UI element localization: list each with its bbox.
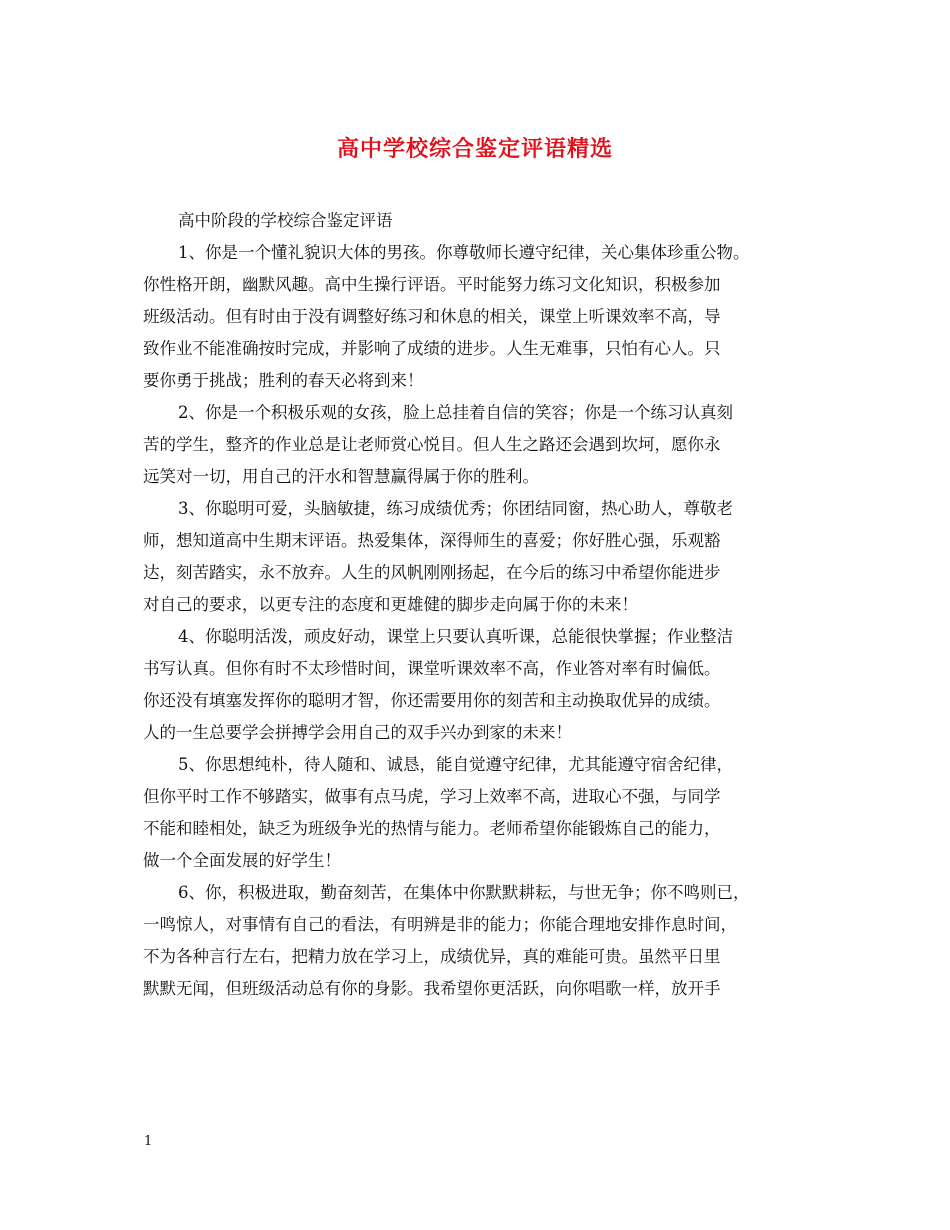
paragraph-line: 5、你思想纯朴，待人随和、诚恳，能自觉遵守纪律，尤其能遵守宿舍纪律， [178,755,733,774]
paragraph-line: 一鸣惊人，对事情有自己的看法，有明辨是非的能力；你能合理地安排作息时间， [143,915,737,934]
paragraph-line: 但你平时工作不够踏实，做事有点马虎，学习上效率不高，进取心不强，与同学 [143,787,721,806]
paragraph-line: 默默无闻，但班级活动总有你的身影。我希望你更活跃，向你唱歌一样，放开手 [143,979,721,998]
paragraph [143,493,818,621]
paragraph-line: 书写认真。但你有时不太珍惜时间，课堂听课效率不高，作业答对率有时偏低。 [143,659,721,678]
paragraph-line: 苦的学生，整齐的作业总是让老师赏心悦目。但人生之路还会遇到坎坷，愿你永 [143,435,721,454]
paragraph [143,877,818,1005]
paragraph-line: 达，刻苦踏实，永不放弃。人生的风帆刚刚扬起，在今后的练习中希望你能进步 [143,563,721,582]
document-body [143,205,818,1005]
paragraph-line: 3、你聪明可爱，头脑敏捷，练习成绩优秀；你团结同窗，热心助人，尊敬老 [178,499,733,518]
paragraph [143,397,818,493]
paragraph-line: 你性格开朗，幽默风趣。高中生操行评语。平时能努力练习文化知识，积极参加 [143,275,721,294]
paragraph-line: 远笑对一切，用自己的汗水和智慧赢得属于你的胜利。 [143,467,539,486]
paragraph-line: 对自己的要求，以更专注的态度和更雄健的脚步走向属于你的未来！ [143,595,638,614]
paragraph-line: 高中阶段的学校综合鉴定评语 [178,211,393,230]
paragraph-line: 4、你聪明活泼，顽皮好动，课堂上只要认真听课，总能很快掌握；作业整洁 [178,627,733,646]
paragraph-line: 不能和睦相处，缺乏为班级争光的热情与能力。老师希望你能锻炼自己的能力， [143,819,721,838]
paragraph [143,205,818,237]
paragraph-line: 2、你是一个积极乐观的女孩，脸上总挂着自信的笑容；你是一个练习认真刻 [178,403,733,422]
paragraph-line: 1、你是一个懂礼貌识大体的男孩。你尊敬师长遵守纪律，关心集体珍重公物。 [178,243,750,262]
page-number: 1 [144,1134,153,1149]
paragraph-line: 班级活动。但有时由于没有调整好练习和休息的相关，课堂上听课效率不高，导 [143,307,721,326]
paragraph-line: 师，想知道高中生期末评语。热爱集体，深得师生的喜爱；你好胜心强，乐观豁 [143,531,721,550]
paragraph-line: 你还没有填塞发挥你的聪明才智，你还需要用你的刻苦和主动换取优异的成绩。 [143,691,721,710]
document-title: 高中学校综合鉴定评语精选 [336,136,613,162]
paragraph [143,749,818,877]
paragraph-line: 做一个全面发展的好学生！ [143,851,341,870]
paragraph [143,621,818,749]
paragraph-line: 要你勇于挑战；胜利的春天必将到来！ [143,371,424,390]
paragraph [143,237,818,397]
paragraph-line: 致作业不能准确按时完成，并影响了成绩的进步。人生无难事，只怕有心人。只 [143,339,721,358]
paragraph-line: 6、你，积极进取，勤奋刻苦，在集体中你默默耕耘，与世无争；你不鸣则已， [178,883,750,902]
paragraph-line: 人的一生总要学会拼搏学会用自己的双手兴办到家的未来！ [143,723,572,742]
paragraph-line: 不为各种言行左右，把精力放在学习上，成绩优异，真的难能可贵。虽然平日里 [143,947,721,966]
